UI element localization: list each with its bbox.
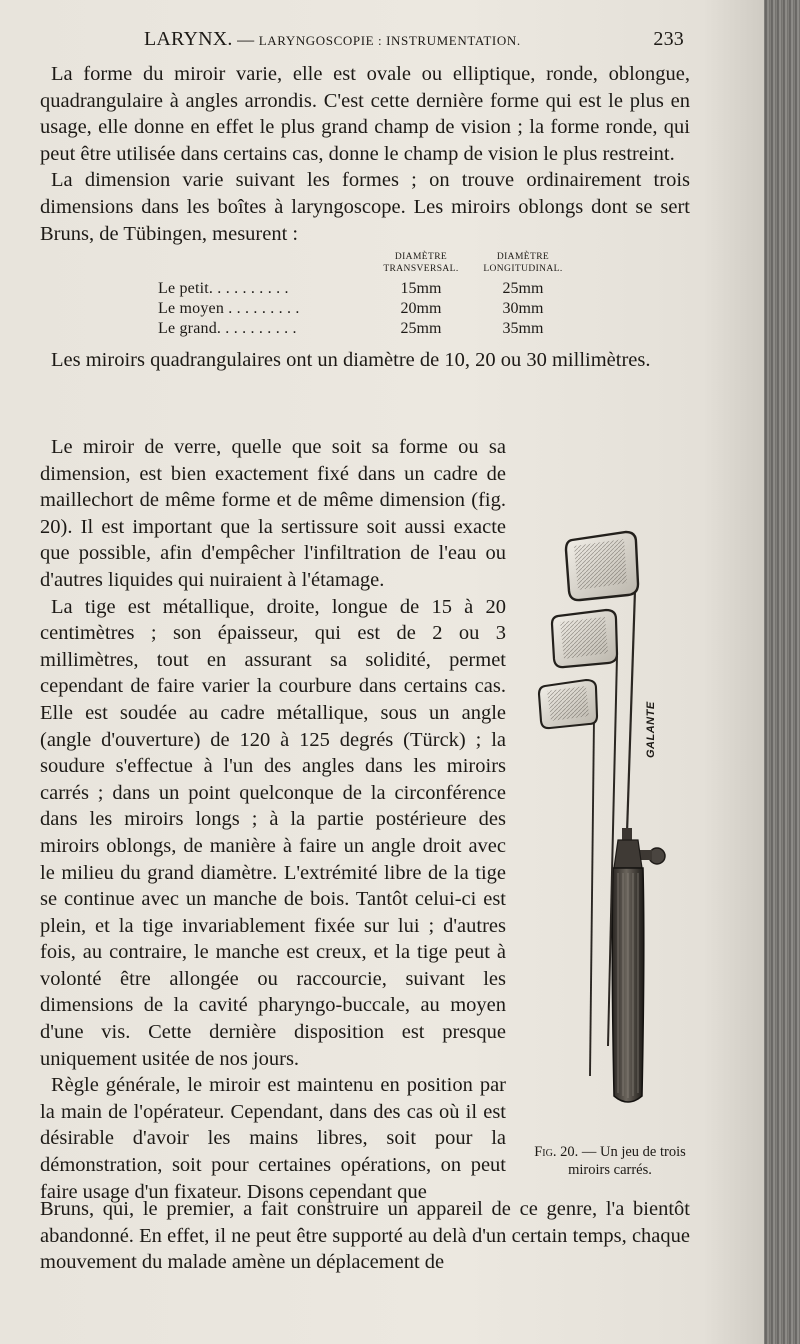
maker-mark: GALANTE	[645, 701, 657, 758]
text-block-top	[40, 61, 690, 374]
laryngeal-mirrors-illustration	[514, 528, 698, 1148]
table-row	[158, 299, 578, 319]
caption-label: Fig. 20.	[534, 1144, 579, 1160]
paragraph-glass-frame: Le miroir de verre, quelle que soit sa forme ou sa dimension, est bien exactement fixé dans un cadre de maillechort de même forme et de même dimension (fig. 20). Il est important que la sertissure soit aussi exacte que possible, afin d'empêcher l'infiltration de l'eau ou d'autres liquides qui nuiraient à l'étamage.	[40, 436, 506, 591]
header-subsection: LARYNGOSCOPIE : INSTRUMENTATION.	[258, 33, 521, 48]
medium-mirror	[552, 610, 617, 1046]
row-transversal: 20mm	[400, 300, 442, 318]
row-transversal: 25mm	[400, 320, 442, 338]
header-section: LARYNX.	[144, 28, 233, 50]
figure-caption	[516, 1143, 704, 1179]
table-header-row	[158, 251, 578, 279]
header-longitudinal-line2: LONGITUDINAL.	[483, 264, 563, 275]
page-number: 233	[653, 28, 684, 50]
table-header-transversal	[374, 251, 468, 279]
paragraph-stem: La tige est métallique, droite, longue de 15 à 20 centimètres ; son épaisseur, qui est de 2 ou 3 millimètres, tout en assurant sa solidité, permet cependant de faire varier la courbure dans certains cas. Elle est soudée au cadre métallique, sous un angle (angle d'ouverture) de 120 à 125 degrés (Türck) ; la soudure s'effectue à l'un des angles dans les miroirs carrés ; dans un point quelconque de la circonférence dans les miroirs longs ; à la partie postérieure des miroirs oblongs, de manière à faire un angle droit avec le milieu du grand diamètre. L'extrémité libre de la tige se continue avec un manche de bois. Tantôt celui-ci est plein, et la tige invariablement fixée sur lui ; d'autres fois, au contraire, le manche est creux, et la tige peut à volonté être allongée ou raccourcie, suivant les dimensions de la cavité pharyngo-buccale, au moyen d'une vis. Cette dernière disposition est presque uniquement usitée de nos jours.	[40, 595, 506, 1070]
paragraph-holder-continued: Bruns, qui, le premier, a fait construire un appareil de ce genre, l'a bientôt abandonné. En effet, il ne peut être supporté au delà d'un certain temps, chaque mouvement du malade amène un déplacement de	[40, 1198, 690, 1274]
caption-text: — Un jeu de trois miroirs carrés.	[568, 1144, 686, 1178]
row-label: Le grand. . . . . . . . . .	[158, 320, 297, 338]
table-row	[158, 319, 578, 339]
table-header-longitudinal	[468, 251, 578, 279]
paragraph-quadrangular: Les miroirs quadrangulaires ont un diamètre de 10, 20 ou 30 millimètres.	[51, 349, 651, 372]
small-mirror	[539, 680, 597, 1076]
running-header	[40, 28, 690, 52]
page-edge-shadow	[764, 0, 800, 1344]
row-transversal: 15mm	[400, 280, 442, 298]
dimensions-table	[158, 251, 578, 339]
row-longitudinal: 30mm	[502, 300, 544, 318]
header-transversal-line1: DIAMÈTRE	[394, 252, 448, 263]
row-longitudinal: 25mm	[502, 280, 544, 298]
text-block-column	[40, 434, 506, 1205]
header-dash: —	[237, 30, 255, 49]
paragraph-mirror-dimension: La dimension varie suivant les formes ; on trouve ordinairement trois dimensions dans les boîtes à laryngoscope. Les miroirs oblongs dont se sert Bruns, de Tübingen, mesurent :	[40, 169, 690, 245]
row-longitudinal: 35mm	[502, 320, 544, 338]
header-longitudinal-line1: DIAMÈTRE	[496, 252, 550, 263]
table-header-blank	[158, 251, 374, 279]
paragraph-mirror-shape: La forme du miroir varie, elle est ovale ou elliptique, ronde, oblongue, quadrangulaire à angles arrondis. C'est cette dernière forme qui est le plus en usage, elle donne en effet le plus grand champ de vision ; la forme ronde, qui peut être utilisée dans certains cas, donne le champ de vision le plus restreint.	[40, 63, 690, 165]
running-title	[144, 28, 521, 51]
row-label: Le moyen . . . . . . . . .	[158, 300, 300, 318]
text-block-bottom	[40, 1196, 690, 1276]
paragraph-holder: Règle générale, le miroir est maintenu en position par la main de l'opérateur. Cependant, dans des cas où il est désirable d'avoir les mains libres, soit pour la démonstration, soit pour certaines opérations, on peut faire usage d'un fixateur. Disons cependant que	[40, 1074, 506, 1203]
row-label: Le petit. . . . . . . . . .	[158, 280, 289, 298]
header-transversal-line2: TRANSVERSAL.	[383, 264, 459, 275]
table-row	[158, 279, 578, 299]
